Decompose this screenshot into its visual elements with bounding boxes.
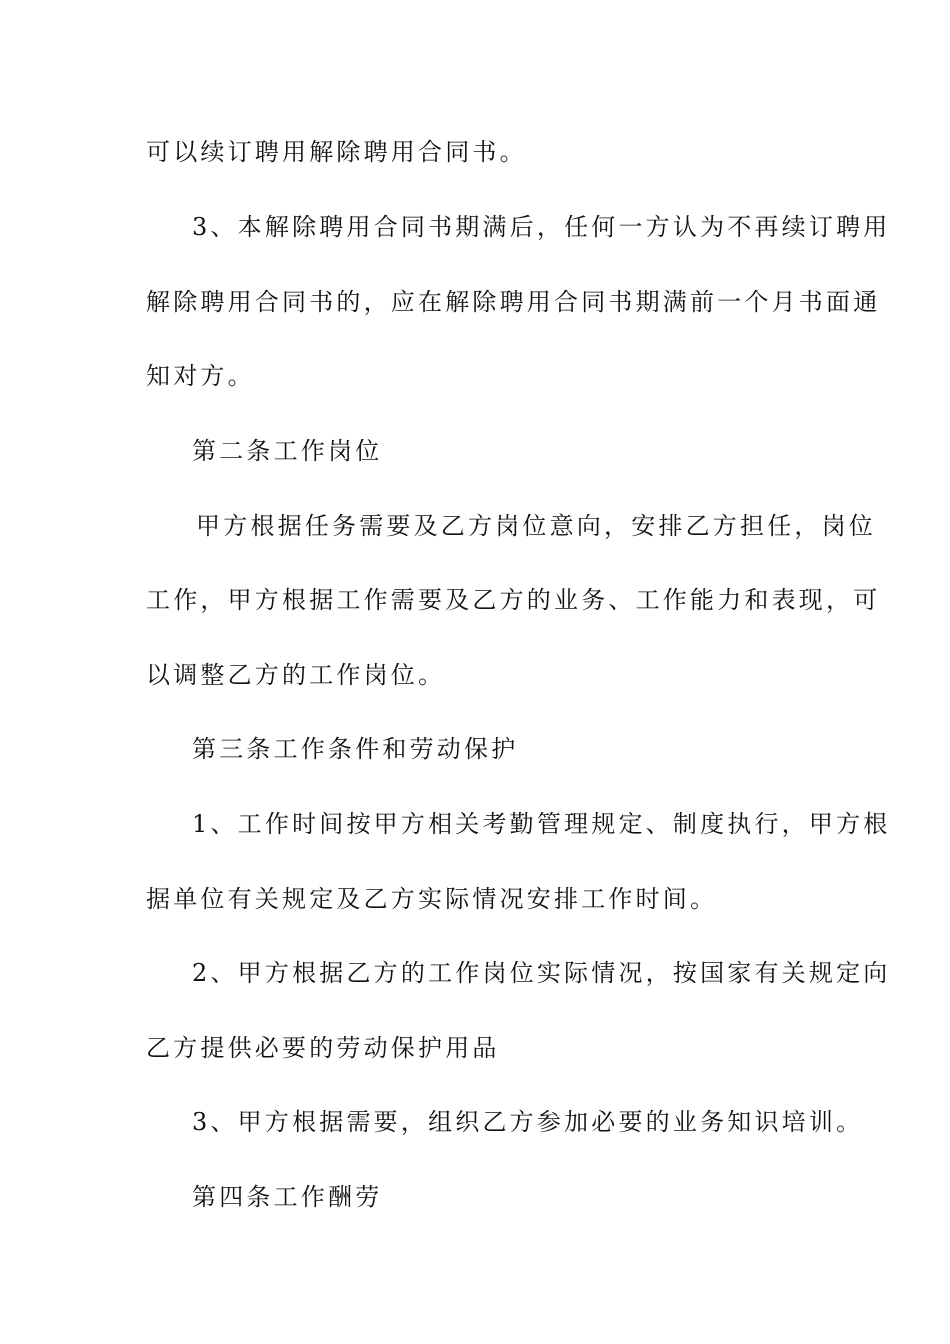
paragraph-line: 2、甲方根据乙方的工作岗位实际情况，按国家有关规定向 [192, 959, 891, 987]
paragraph-line: 1、工作时间按甲方相关考勤管理规定、制度执行，甲方根 [192, 810, 891, 838]
paragraph-line: 知对方。 [146, 362, 255, 390]
paragraph-line: 乙方提供必要的劳动保护用品 [146, 1034, 500, 1062]
section-heading: 第四条工作酬劳 [192, 1183, 383, 1211]
paragraph-line: 工作，甲方根据工作需要及乙方的业务、工作能力和表现，可 [146, 586, 881, 614]
paragraph-line: 3、甲方根据需要，组织乙方参加必要的业务知识培训。 [192, 1108, 864, 1136]
paragraph-line: 据单位有关规定及乙方实际情况安排工作时间。 [146, 885, 718, 913]
paragraph-line: 以调整乙方的工作岗位。 [146, 661, 446, 689]
paragraph-line: 可以续订聘用解除聘用合同书。 [146, 138, 527, 166]
paragraph-line: 3、本解除聘用合同书期满后，任何一方认为不再续订聘用 [192, 213, 891, 241]
section-heading: 第二条工作岗位 [192, 437, 383, 465]
section-heading: 第三条工作条件和劳动保护 [192, 735, 519, 763]
paragraph-line: 甲方根据任务需要及乙方岗位意向，安排乙方担任，岗位 [196, 512, 876, 540]
paragraph-line: 解除聘用合同书的，应在解除聘用合同书期满前一个月书面通 [146, 288, 881, 316]
